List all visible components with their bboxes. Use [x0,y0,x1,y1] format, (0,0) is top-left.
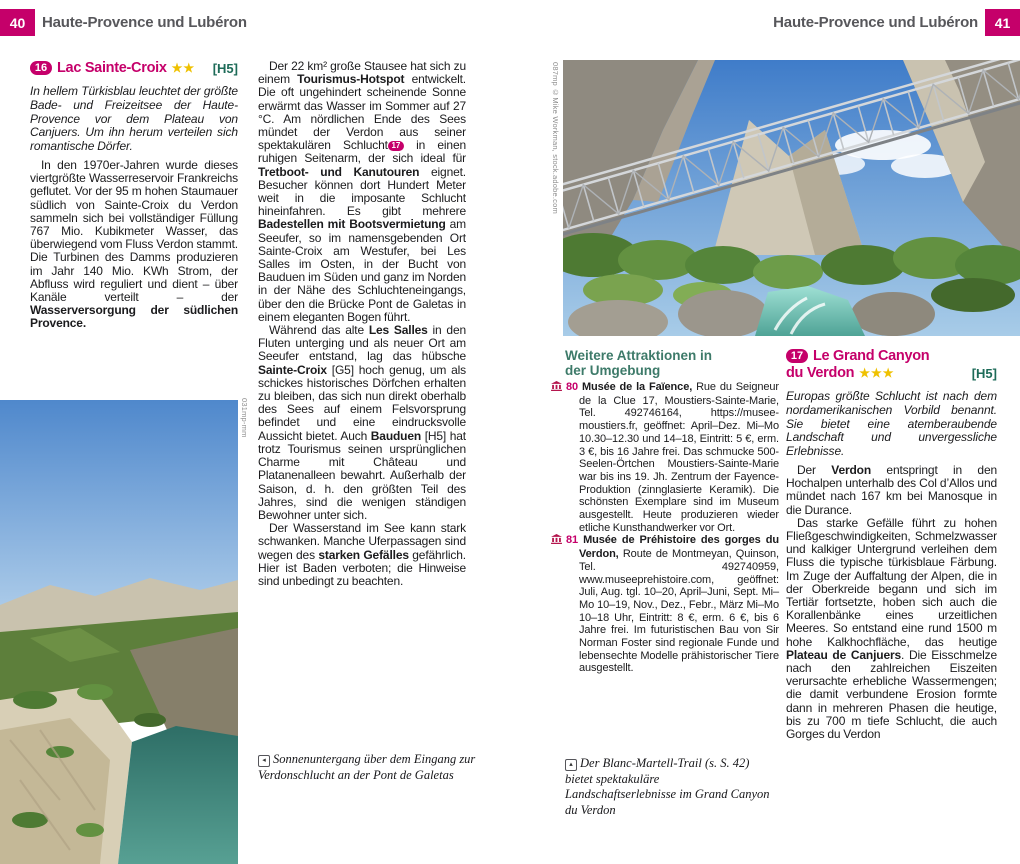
page-header-left [0,9,254,36]
photo-credit-right: 087mp ©Mike Workman, stock.adobe.com [551,62,560,214]
poi-16-paragraph-3: Während das alte Les Salles in den Fluten unterging und als neuer Ort am Seeufer entstand, lag das hübsche Sainte-Croix [G5] hoch genug, um als schickes historisches Dörfchen erhalten zu bleiben, das sich nun direkt oberhalb des Sees auf einem Felsvorsprung befindet und eine eindrucksvolle Aussicht bietet. Auch Bauduen [H5] hat trotz Tourismus seinen ursprünglichen Charme mit Château und Platanenalleen bewahrt. Außerhalb der Saison, d. h. den größten Teil des Jahres, sind die wenigen ständigen Bewohner unter sich. [258,323,466,522]
poi-16-grid-reference: [H5] [212,60,238,76]
arrow-up-icon: ▴ [565,759,577,771]
poi-16-paragraph-2: Der 22 km² große Stausee hat sich zu einem Tourismus-Hotspot entwickelt. Die oft ungehindert scheinende Sonne erwärmt das Wasser im Sommer auf 27 °C. Am nördlichen Ende des Sees mündet der Verdon aus seiner spektakulären Schlucht 17 in einen ruhigen Seitenarm, der sich ideal für Tretboot- und Kanutouren eignet. Besucher können dort Hundert Meter weit in die imposante Schlucht hineinfahren. Es gibt mehrere Badestellen mit Bootsvermietung am Seeufer, so im namensgebenden Ort Sainte-Croix am Westufer, bei Les Salles im Osten, in der Bucht von Bauduen im Süden und ganz im Norden in der Nähe des Schluchteneingangs, über den die Brücke Pont de Galetas in einem eleganten Bogen führt. [258,59,466,324]
poi-17-grid-reference: [H5] [971,365,997,381]
photo-credit-left: 031mp-mm [240,398,249,438]
poi-17-lead-paragraph: Europas größte Schlucht ist nach dem nordamerikanischen Vorbild benannt. Sie bietet eine atemberaubende Landschaft und unvergessliche Erlebnisse. [786,389,997,459]
poi-16-lead-paragraph: In hellem Türkisblau leuchtet der größte Bade- und Freizeitsee der Haute-Provence vor dem Plateau von Canjuers. Um ihn herum verteilen sich romantische Dörfer. [30,84,238,154]
arrow-left-icon: ◂ [258,755,270,767]
attractions-heading: Weitere Attraktionen in der Umgebung [565,348,713,378]
poi-16-title: Lac Sainte-Croix [57,60,167,76]
poi-17-title-line1: Le Grand Canyon [813,348,930,364]
poi-17-heading-line2 [786,365,997,381]
verdon-bridge-photo [563,60,1020,336]
poi-16-section [30,60,238,331]
poi-17-title-line2: du Verdon [786,365,855,381]
attraction-entry-80: 80 Musée de la Faïence, Rue du Seigneur de la Clue 17, Moustiers-Sainte-Marie, Tel. 492746164, https://musee-moustiers.fr, geöffnet: April–Dez. Mi–Mo 10.30–12.30 und 14–18, Eintritt: 5 €, erm. 3 €, bis 16 Jahre frei. Das schmucke 500-Seelen-Örtchen Moustiers-Sainte-Marie war bis ins 19. Jh. Zentrum der Fayence-Produktion (zinnglasierte Keramik). Die schönsten Exemplare sind im Museum ausgestellt. Heute produzieren wieder etliche Kunsthandwerker vor Ort. [565,381,779,534]
caption-right-photo: ▴ Der Blanc-Martell-Trail (s. S. 42) bietet spektakuläre Landschaftserlebnisse im Grand Canyon du Verdon [565,756,770,817]
canyon-lake-illustration [0,400,238,864]
chapter-title-left: Haute-Provence und Lubéron [42,14,247,31]
poi-16-paragraph-1: In den 1970er-Jahren wurde dieses viertgrößte Wasserreservoir Frankreichs geflutet. Vor der 95 m hohen Staumauer südlich von Sainte-Croix du Verdon sammeln sich bei vollständiger Füllung 767 Mio. Kubikmeter Wasser, das überwiegend vom Fluss Verdon stammt. Die Turbinen des Damms produzieren im Jahr 140 Mio. KWh Strom, der Abfluss wird reguliert und dient – über Kanäle verteilt – der Wasserversorgung der südlichen Provence. [30,157,238,331]
poi-16-section-continued [258,60,466,588]
caption-left-photo: ◂ Sonnenuntergang über dem Eingang zur Verdonschlucht an der Pont de Galetas [258,752,476,782]
lake-sainte-croix-photo [0,400,238,864]
page-header-right [766,9,1020,36]
chapter-title-right: Haute-Provence und Lubéron [773,14,978,31]
attractions-section [565,348,779,675]
poi-16-paragraph-4: Der Wasserstand im See kann stark schwanken. Manche Uferpassagen sind wegen des starken Gefälles gefährlich. Hier ist Baden verboten; die Hinweise sind unbedingt zu beachten. [258,521,466,588]
poi-17-heading-line1 [786,348,997,364]
poi-17-paragraph-1: Der Verdon entspringt in den Hochalpen unterhalb des Col d’Allos und mündet nach 167 km bei Manosque in die Durance. [786,462,997,517]
poi-16-number-badge: 16 [30,61,52,75]
gorge-bridge-illustration [563,60,1020,336]
poi-16-heading [30,60,238,76]
page-number-right: 41 [985,9,1020,36]
poi-16-star-rating: ★★ [171,61,196,75]
attraction-entry-81: 81 Musée de Préhistoire des gorges du Verdon, Route de Montmeyan, Quinson, Tel. 492740959, www.museeprehistoire.com, geöffnet: Juli, Aug. tgl. 10–20, April–Juni, Sept. Mi–Mo 10–19, Nov., Dez., Febr., März Mi–Mo 10–18 Uhr, Eintritt: 8 €, erm. 6 €, bis 6 Jahre frei. Im futuristischen Bau von Sir Norman Foster sind regionale Funde und lebensechte Modelle prähistorischer Tiere ausgestellt. [565,534,779,675]
poi-17-section [786,348,997,741]
page-number-left: 40 [0,9,35,36]
poi-17-paragraph-2: Das starke Gefälle führt zu hohen Fließgeschwindigkeiten, Schmelzwasser und kalkiger Untergrund verleihen dem Fluss die typische türkisblaue Färbung. Im Zuge der Auffaltung der Alpen, die in der Oberkreide begann und sich im Tertiär fortsetzte, hoben sich auch die Korallenbänke eines urzeitlichen Meeres. So entstand eine rund 1500 m hohe Kalkhochfläche, das heutige Plateau de Canjuers. Die Eisschmelze nach den zahlreichen Eiszeiten verursachte erhebliche Wassermengen; die damit verbundene Erosion formte dann in mehreren Phasen die heutige, bis zu 700 m tiefe Schlucht, die auch Gorges du Verdon [786,515,998,742]
poi-17-star-rating: ★★★ [859,366,895,380]
poi-17-number-badge: 17 [786,349,808,363]
